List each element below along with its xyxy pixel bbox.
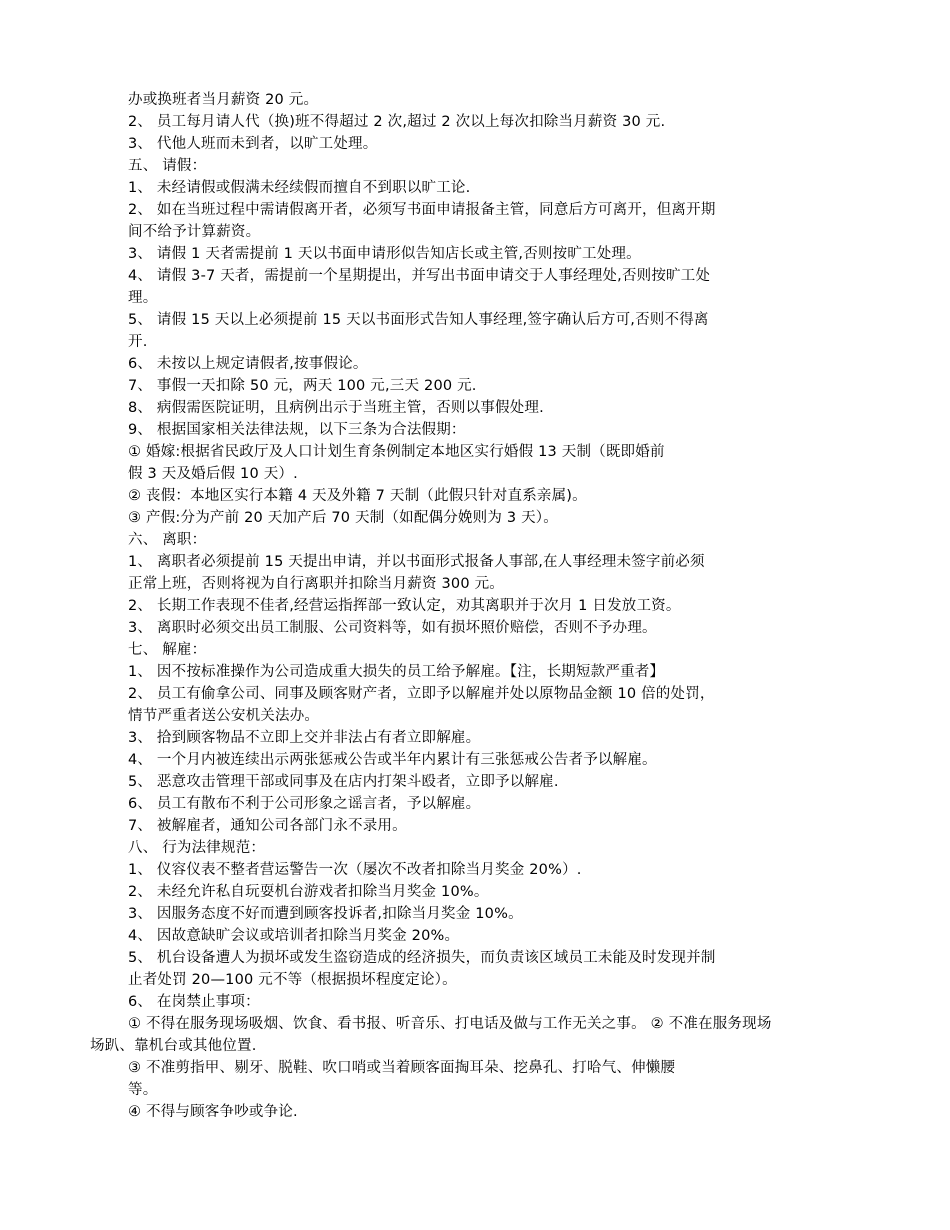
text-line: 8、 病假需医院证明，且病例出示于当班主管，否则以事假处理.	[128, 400, 544, 416]
text-line: 9、 根据国家相关法律法规，以下三条为合法假期：	[128, 422, 466, 438]
text-line: 4、 请假 3-7 天者，需提前一个星期提出，并写出书面申请交于人事经理处,否则按旷工处	[128, 268, 711, 284]
text-line: 2、 员工每月请人代（换)班不得超过 2 次,超过 2 次以上每次扣除当月薪资 30 元.	[128, 114, 666, 130]
text-line: 3、 拾到顾客物品不立即上交并非法占有者立即解雇。	[128, 730, 481, 746]
text-line: 开.	[128, 334, 148, 350]
text-line: 2、 未经允许私自玩耍机台游戏者扣除当月奖金 10%。	[128, 884, 489, 900]
text-line: 情节严重者送公安机关法办。	[128, 708, 320, 724]
section-heading: 六、 离职：	[128, 532, 207, 548]
text-line: 5、 恶意攻击管理干部或同事及在店内打架斗殴者，立即予以解雇.	[128, 774, 559, 790]
text-line: ④ 不得与顾客争吵或争论.	[128, 1104, 298, 1120]
text-line: 止者处罚 20—100 元不等（根据损坏程度定论）。	[128, 972, 457, 988]
text-line: 2、 如在当班过程中需请假离开者，必须写书面申请报备主管，同意后方可离开，但离开期	[128, 202, 716, 218]
text-line: ② 丧假：本地区实行本籍 4 天及外籍 7 天制（此假只针对直系亲属)。	[128, 488, 587, 504]
text-line: 1、 因不按标准操作为公司造成重大损失的员工给予解雇。【注，长期短款严重者】	[128, 664, 665, 680]
text-line: 7、 事假一天扣除 50 元，两天 100 元,三天 200 元.	[128, 378, 477, 394]
text-line: 3、 代他人班而未到者，以旷工处理。	[128, 136, 378, 152]
text-line: 假 3 天及婚后假 10 天）.	[128, 466, 298, 482]
text-line: 7、 被解雇者，通知公司各部门永不录用。	[128, 818, 407, 834]
text-line: ① 不得在服务现场吸烟、饮食、看书报、听音乐、打电话及做与工作无关之事。 ② 不准在服务现场	[128, 1016, 772, 1032]
text-line: 5、 请假 15 天以上必须提前 15 天以书面形式告知人事经理,签字确认后方可,否则不得离	[128, 312, 709, 328]
text-line: 等。	[128, 1082, 158, 1098]
text-line: 6、 在岗禁止事项：	[128, 994, 260, 1010]
text-line: ① 婚嫁:根据省民政厅及人口计划生育条例制定本地区实行婚假 13 天制（既即婚前	[128, 444, 665, 460]
text-line: 6、 员工有散布不利于公司形象之谣言者，予以解雇。	[128, 796, 481, 812]
text-line: 正常上班，否则将视为自行离职并扣除当月薪资 300 元。	[128, 576, 504, 592]
text-line: 理。	[128, 290, 158, 306]
text-line: ③ 产假:分为产前 20 天加产后 70 天制（如配偶分娩则为 3 天）。	[128, 510, 558, 526]
section-heading: 七、 解雇：	[128, 642, 207, 658]
text-line: 间不给予计算薪资。	[128, 224, 261, 240]
text-line: 场趴、靠机台或其他位置.	[90, 1038, 257, 1054]
text-line: 1、 离职者必须提前 15 天提出申请，并以书面形式报备人事部,在人事经理未签字前必须	[128, 554, 705, 570]
text-line: 3、 请假 1 天者需提前 1 天以书面申请形似告知店长或主管,否则按旷工处理。	[128, 246, 641, 262]
text-line: 1、 仪容仪表不整者营运警告一次（屡次不改者扣除当月奖金 20%）.	[128, 862, 582, 878]
text-line: 4、 因故意缺旷会议或培训者扣除当月奖金 20%。	[128, 928, 460, 944]
text-line: 2、 长期工作表现不佳者,经营运指挥部一致认定，劝其离职并于次月 1 日发放工资。	[128, 598, 681, 614]
section-heading: 五、 请假：	[128, 158, 207, 174]
text-line: 5、 机台设备遭人为损坏或发生盗窃造成的经济损失，而负责该区域员工未能及时发现并制	[128, 950, 716, 966]
text-line: 办或换班者当月薪资 20 元。	[128, 92, 319, 108]
text-line: 2、 员工有偷拿公司、同事及顾客财产者，立即予以解雇并处以原物品金额 10 倍的处罚，	[128, 686, 715, 702]
text-line: 6、 未按以上规定请假者,按事假论。	[128, 356, 368, 372]
text-line: 4、 一个月内被连续出示两张惩戒公告或半年内累计有三张惩戒公告者予以解雇。	[128, 752, 657, 768]
text-line: 3、 离职时必须交出员工制服、公司资料等，如有损坏照价赔偿，否则不予办理。	[128, 620, 657, 636]
text-line: 1、 未经请假或假满未经续假而擅自不到职以旷工论.	[128, 180, 471, 196]
text-line: 3、 因服务态度不好而遭到顾客投诉者,扣除当月奖金 10%。	[128, 906, 523, 922]
text-line: ③ 不准剪指甲、剔牙、脱鞋、吹口哨或当着顾客面掏耳朵、挖鼻孔、打哈气、伸懒腰	[128, 1060, 676, 1076]
section-heading: 八、 行为法律规范：	[128, 840, 266, 856]
